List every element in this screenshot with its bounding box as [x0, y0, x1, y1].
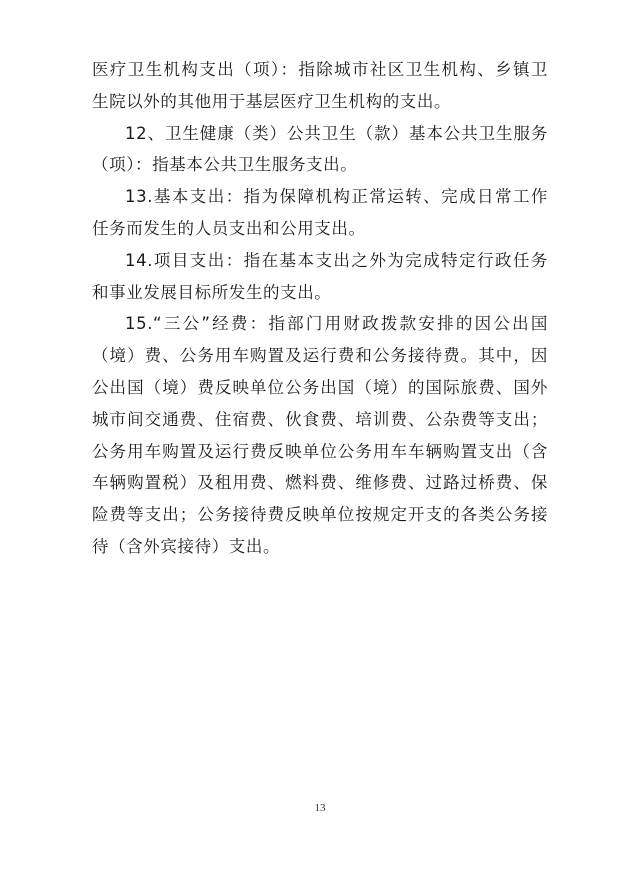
text-line: 12、卫生健康（类）公共卫生（款）基本公共卫生服务	[125, 123, 548, 143]
text-line: 任务而发生的人员支出和公用支出。	[92, 218, 366, 238]
text-line: （境）费、公务用车购置及运行费和公务接待费。其中，因	[92, 346, 548, 366]
text-line: 15.“三公”经费：指部门用财政拨款安排的因公出国	[125, 314, 548, 334]
text-line: 险费等支出；公务接待费反映单位按规定开支的各类公务接	[92, 505, 548, 525]
text-line: 公务用车购置及运行费反映单位公务用车车辆购置支出（含	[92, 441, 548, 461]
text-line: （项）：指基本公共卫生服务支出。	[92, 155, 358, 175]
text-line: 待（含外宾接待）支出。	[92, 536, 281, 556]
text-line: 14.项目支出：指在基本支出之外为完成特定行政任务	[125, 250, 548, 270]
text-line: 城市间交通费、住宿费、伙食费、培训费、公杂费等支出；	[92, 409, 548, 429]
text-line: 生院以外的其他用于基层医疗卫生机构的支出。	[92, 91, 452, 111]
text-line: 车辆购置税）及租用费、燃料费、维修费、过路过桥费、保	[92, 473, 548, 493]
text-line: 医疗卫生机构支出（项）：指除城市社区卫生机构、乡镇卫	[92, 60, 548, 79]
page-number: 13	[314, 802, 326, 814]
text-line: 公出国（境）费反映单位公务出国（境）的国际旅费、国外	[92, 377, 548, 397]
text-line: 13.基本支出：指为保障机构正常运转、完成日常工作	[125, 187, 548, 207]
text-line: 和事业发展目标所发生的支出。	[92, 282, 332, 302]
document-body	[92, 54, 548, 563]
